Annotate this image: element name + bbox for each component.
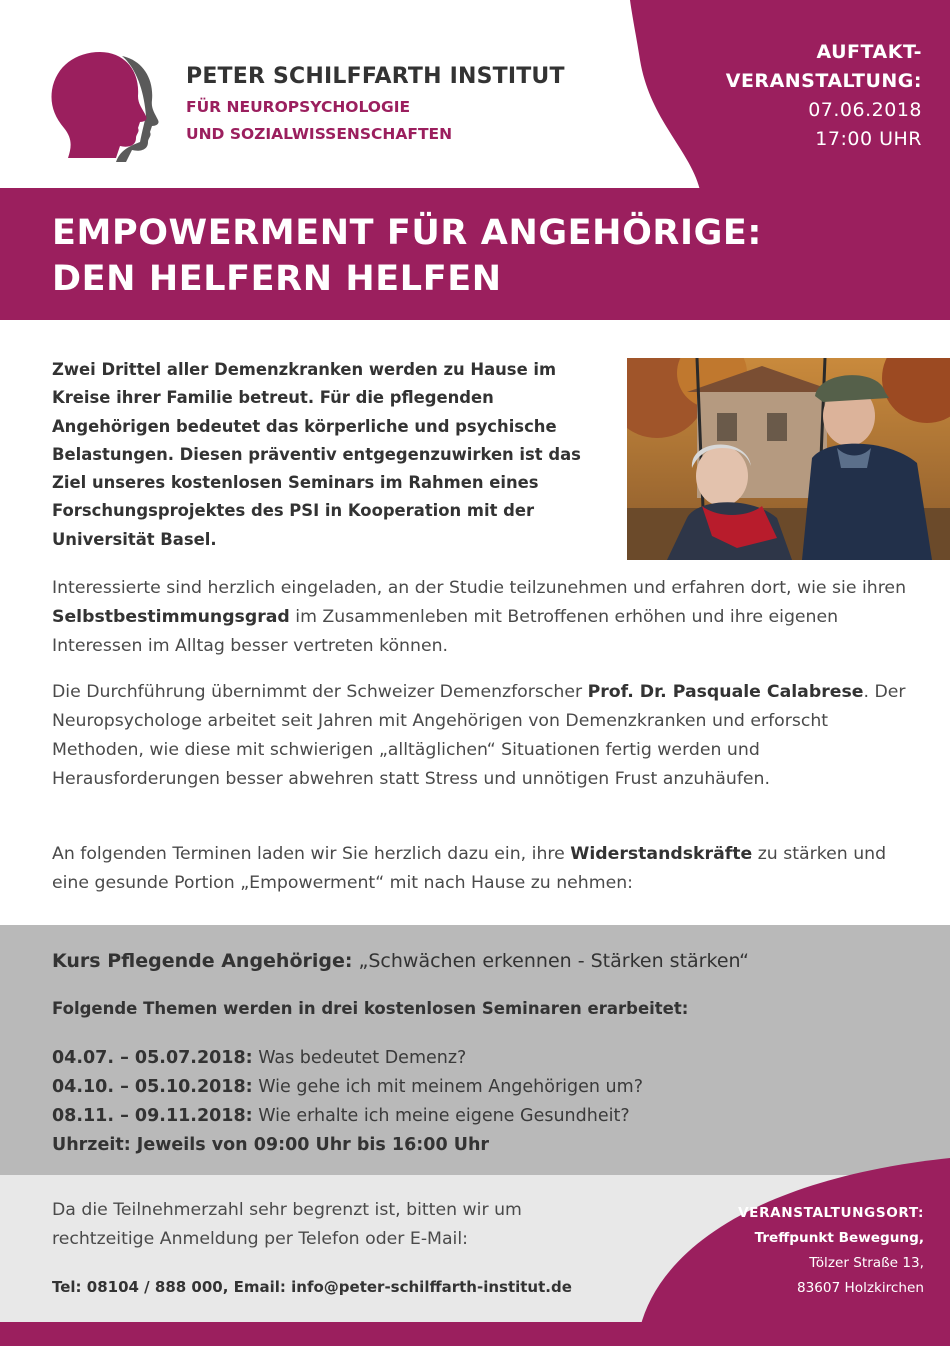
session-date: 08.11. – 09.11.2018: <box>52 1106 253 1126</box>
event-time: 17:00 UHR <box>815 128 922 150</box>
session-row <box>52 1102 643 1131</box>
paragraph-invitation <box>52 840 912 898</box>
contact-info: Tel: 08104 / 888 000, Email: info@peter-schilffarth-institut.de <box>52 1278 572 1296</box>
themes-heading: Folgende Themen werden in drei kostenlosen Seminaren erarbeitet: <box>52 999 689 1018</box>
session-topic: Was bedeutet Demenz? <box>252 1048 467 1068</box>
venue-street: Tölzer Straße 13, <box>809 1255 924 1271</box>
registration-text: Da die Teilnehmerzahl sehr begrenzt ist, bitten wir um rechtzeitige Anmeldung per Telefon oder E-Mail: <box>52 1200 522 1249</box>
header <box>0 0 950 190</box>
course-label: Kurs Pflegende Angehörige: <box>52 950 353 972</box>
event-label-2: VERANSTALTUNG: <box>725 70 922 92</box>
venue-heading: VERANSTALTUNGSORT: <box>738 1205 924 1221</box>
session-row <box>52 1044 643 1073</box>
session-row <box>52 1073 643 1102</box>
p2-bold: Prof. Dr. Pasquale Calabrese <box>587 682 864 702</box>
paragraph-study <box>52 574 912 661</box>
session-topic: Wie erhalte ich meine eigene Gesundheit? <box>252 1106 630 1126</box>
paragraph-researcher <box>52 678 912 794</box>
couple-photo <box>627 358 950 560</box>
venue-city: 83607 Holzkirchen <box>796 1280 924 1296</box>
p3-text-a: An folgenden Terminen laden wir Sie herzlich dazu ein, ihre <box>52 844 571 864</box>
profile-heads-icon <box>50 50 160 162</box>
session-list <box>52 1044 643 1160</box>
kickoff-event-info <box>726 38 922 154</box>
venue-info <box>738 1201 924 1301</box>
p2-text-a: Die Durchführung übernimmt der Schweizer Demenzforscher <box>52 682 588 702</box>
p3-bold: Widerstandskräfte <box>570 844 753 864</box>
session-topic: Wie gehe ich mit meinem Angehörigen um? <box>252 1077 643 1097</box>
title-line-1: EMPOWERMENT FÜR ANGEHÖRIGE: <box>52 213 763 253</box>
course-name: „Schwächen erkennen - Stärken stärken“ <box>352 950 750 972</box>
session-date: 04.07. – 05.07.2018: <box>52 1048 253 1068</box>
p1-bold: Selbstbestimmungsgrad <box>52 607 290 627</box>
footer-band <box>0 1322 950 1346</box>
event-label-1: AUFTAKT- <box>816 41 922 63</box>
p1-text-a: Interessierte sind herzlich eingeladen, an der Studie teilzunehmen und erfahren dort, wie sie ihren <box>52 578 907 598</box>
p2-text-b: . Der Neuropsychologe arbeitet seit Jahren mit Angehörigen von Demenzkranken und erforscht Methoden, wie diese mit schwierigen „alltäglichen“ Situationen fertig werden und Herausforderungen besser abwehren statt Stress und unnötigen Frust anzuhäufen. <box>52 682 906 789</box>
session-date: 04.10. – 05.10.2018: <box>52 1077 253 1097</box>
institute-name: PETER SCHILFFARTH INSTITUT <box>186 64 565 89</box>
page-title <box>52 210 762 302</box>
p1-text-b: im Zusammenleben mit Betroffenen erhöhen und ihre eigenen Interessen im Alltag besser vertreten können. <box>52 607 839 656</box>
venue-name: Treffpunkt Bewegung, <box>754 1230 924 1246</box>
institute-subtitle-1: FÜR NEUROPSYCHOLOGIE <box>186 98 411 116</box>
course-title <box>52 950 749 972</box>
intro-text: Zwei Drittel aller Demenzkranken werden zu Hause im Kreise ihrer Familie betreut. Für die pflegenden Angehörigen bedeutet das körperliche und psychische Belastungen. Diesen präventiv entgegenzuwirken ist das Ziel unseres kostenlosen Seminars im Rahmen eines Forschungsprojektes des PSI in Kooperation mit der Universität Basel. <box>52 360 581 549</box>
session-time: Uhrzeit: Jeweils von 09:00 Uhr bis 16:00 Uhr <box>52 1135 490 1155</box>
p3-text-b: zu stärken und eine gesunde Portion „Empowerment“ mit nach Hause zu nehmen: <box>52 844 887 893</box>
title-band <box>0 188 950 320</box>
institute-subtitle-2: UND SOZIALWISSENSCHAFTEN <box>186 125 453 143</box>
event-date: 07.06.2018 <box>808 99 922 121</box>
title-line-2: DEN HELFERN HELFEN <box>52 259 502 299</box>
